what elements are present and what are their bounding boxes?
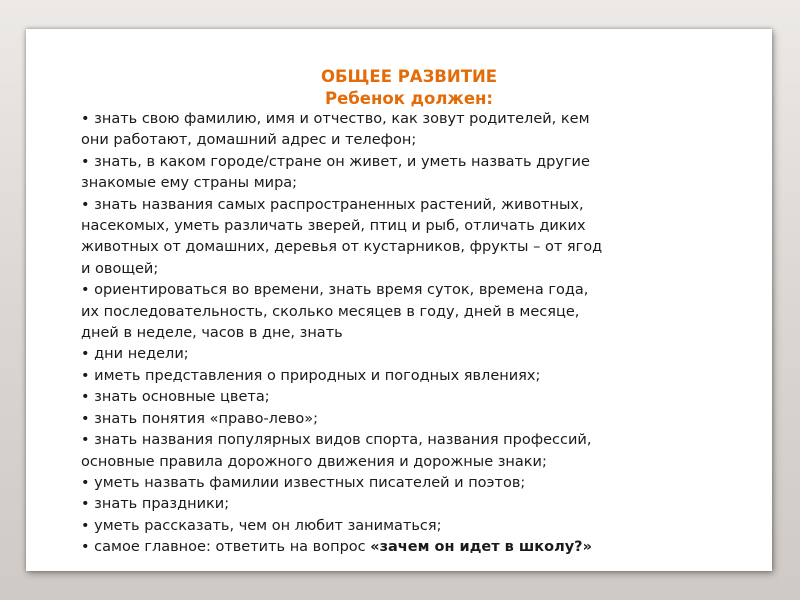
- list-item-line: • знать названия самых распространенных растений, животных,: [81, 196, 584, 213]
- final-item-question: «зачем он идет в школу?»: [370, 539, 592, 556]
- list-item: [81, 152, 761, 195]
- list-item: [81, 494, 761, 515]
- list-item-line: насекомых, уметь различать зверей, птиц и рыб, отличать диких: [81, 218, 586, 235]
- list-item-line: знакомые ему страны мира;: [81, 175, 298, 192]
- list-item-line: • знать, в каком городе/стране он живет, и уметь назвать другие: [81, 153, 590, 170]
- list-item-line: и овощей;: [81, 260, 159, 277]
- list-item-line: дней в неделе, часов в дне, знать: [81, 325, 343, 342]
- list-item-line: • уметь рассказать, чем он любит заниматься;: [81, 517, 442, 534]
- slide-title: ОБЩЕЕ РАЗВИТИЕ: [320, 67, 498, 86]
- list-item: [81, 366, 761, 387]
- list-item: [81, 109, 761, 152]
- list-item-line: • ориентироваться во времени, знать время суток, времена года,: [81, 282, 589, 299]
- final-item-text: • самое главное: ответить на вопрос: [81, 539, 371, 556]
- list-item: [81, 409, 761, 430]
- requirements-list: [81, 109, 761, 559]
- list-item-line: • знать свою фамилию, имя и отчество, как зовут родителей, кем: [81, 111, 590, 127]
- list-item-line: • знать основные цвета;: [81, 389, 270, 406]
- list-item: [81, 195, 761, 281]
- list-item-line: основные правила дорожного движения и дорожные знаки;: [81, 453, 547, 470]
- list-item-line: • знать понятия «право-лево»;: [81, 410, 319, 427]
- list-item: [81, 430, 761, 473]
- list-item-line: их последовательность, сколько месяцев в году, дней в месяце,: [81, 303, 580, 320]
- list-item: [81, 387, 761, 408]
- list-item-line: • знать праздники;: [81, 496, 230, 513]
- list-item: [81, 516, 761, 537]
- list-item-line: • дни недели;: [81, 346, 189, 363]
- slide-subtitle: Ребенок должен:: [324, 89, 494, 108]
- list-item: [81, 280, 761, 344]
- list-item: [81, 344, 761, 365]
- list-item-line: • иметь представления о природных и погодных явлениях;: [81, 367, 541, 384]
- list-item-line: они работают, домашний адрес и телефон;: [81, 132, 417, 149]
- slide: [26, 29, 772, 571]
- list-item-final: [81, 537, 761, 558]
- list-item-line: • знать названия популярных видов спорта, названия профессий,: [81, 432, 592, 449]
- list-item: [81, 473, 761, 494]
- list-item-line: • уметь назвать фамилии известных писателей и поэтов;: [81, 474, 526, 491]
- list-item-line: животных от домашних, деревья от кустарников, фрукты – от ягод: [81, 239, 603, 256]
